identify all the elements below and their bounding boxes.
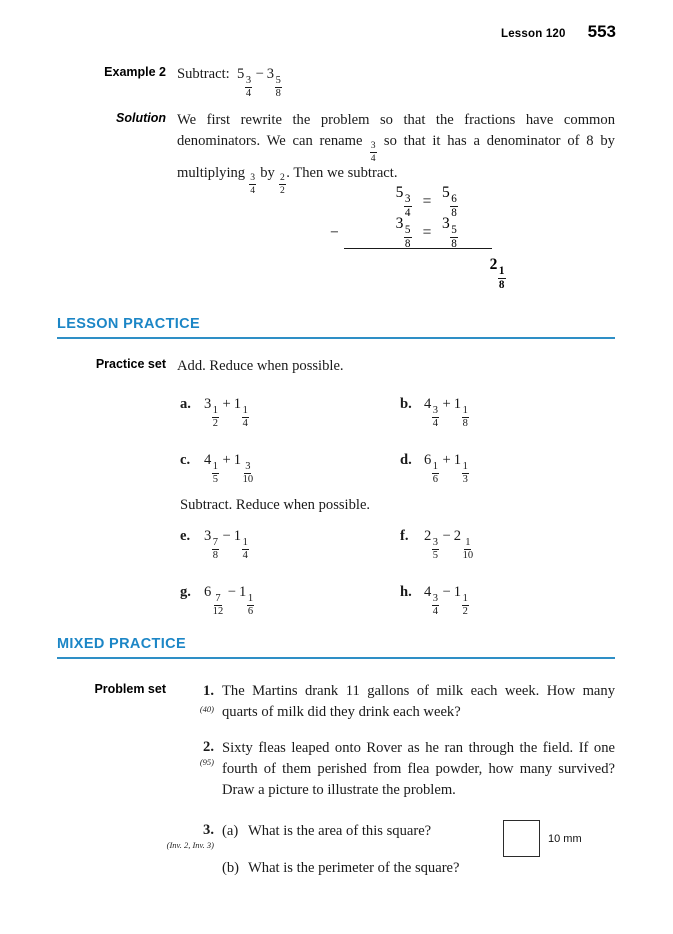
example-right-fraction: $\frac{5}{8}$ [275,74,281,100]
problem-3-part-a [222,821,487,842]
practice-item-g-tag: g. [180,584,191,600]
practice-item-a-right-fraction: $\frac{1}{4}$ [242,404,248,430]
practice-item-f-expression: 2 $\frac{3}{5}$ − 2 $\frac{1}{10}$ [424,528,474,562]
practice-item-b-right-fraction: $\frac{1}{8}$ [462,404,468,430]
practice-item-h-tag: h. [400,584,412,600]
lesson-practice-title: LESSON PRACTICE [57,316,201,332]
practice-item-c-tag: c. [180,452,191,468]
page-header [501,22,616,42]
practice-item-e-tag: e. [180,528,191,544]
practice-item-d-tag: d. [400,452,412,468]
example-left-whole: 5 [237,66,245,82]
practice-item-f-tag: f. [400,528,409,544]
practice-add-grid [180,396,620,508]
practice-item-d [400,452,620,486]
computation-line1-right-fraction: $\frac{6}{8}$ [451,192,457,220]
practice-item-b [400,396,620,430]
practice-item-a-expression: 3 $\frac{1}{2}$ + 1 $\frac{1}{4}$ [204,396,248,430]
practice-row-ab [180,396,620,452]
problem-3-part-b-text: What is the perimeter of the square? [248,860,460,876]
practice-item-b-tag: b. [400,396,412,412]
computation-line-2 [330,214,506,251]
problem-1-number: 1. [203,683,214,699]
worked-computation [330,183,506,292]
practice-item-c-left-fraction: $\frac{1}{5}$ [212,460,219,486]
square-figure [503,820,582,857]
practice-item-e [180,528,400,562]
solution-text-3: by [260,165,275,182]
problem-item-3 [166,821,487,879]
mixed-practice-rule [57,657,615,659]
lesson-practice-rule [57,337,615,339]
square-dimension-label: 10 mm [548,832,582,845]
computation-line2-right: 3 $\frac{5}{8}$ [442,214,457,251]
practice-item-d-left-fraction: $\frac{1}{6}$ [432,460,439,486]
practice-subtract-grid [180,528,620,640]
practice-item-d-right-fraction: $\frac{1}{3}$ [462,460,468,486]
practice-item-a-left-fraction: $\frac{1}{2}$ [212,404,219,430]
computation-line2-right-fraction: $\frac{5}{8}$ [451,223,457,251]
practice-item-h-left-fraction: $\frac{3}{4}$ [432,592,439,618]
practice-item-g [180,584,400,618]
practice-set-row [57,356,615,377]
computation-answer: 2 $\frac{1}{8}$ [489,256,505,292]
problem-3-part-b [222,858,487,879]
page-number: 553 [587,22,616,41]
practice-item-f-right-fraction: $\frac{1}{10}$ [462,536,474,562]
problem-3-number: 3. [203,822,214,838]
problem-2-number: 2. [203,739,214,755]
solution-row [57,110,615,196]
computation-answer-fraction: $\frac{1}{8}$ [498,265,505,292]
problem-1-reference: (40) [199,704,214,714]
example-row [57,64,615,100]
computation-line2-left-fraction: $\frac{5}{8}$ [404,223,411,251]
computation-line1-left: 5 $\frac{3}{4}$ [395,183,411,220]
problem-set-row [57,681,615,723]
example-operator: − [255,66,264,82]
solution-label: Solution [116,111,166,125]
practice-item-f [400,528,620,562]
problem-3-body [222,821,487,879]
practice-item-d-expression: 6 $\frac{1}{6}$ + 1 $\frac{1}{3}$ [424,452,468,486]
solution-fraction-b: $\frac{3}{4}$ [250,172,256,197]
example-label: Example 2 [104,65,166,79]
problem-3-number-block [166,821,222,850]
running-head-lesson: Lesson 120 [500,28,566,40]
problem-item-2 [177,738,615,801]
practice-item-a [180,396,400,430]
solution-text-4: . Then we subtract. [286,165,398,182]
lesson-practice-heading [57,316,615,339]
computation-line2-left: 3 $\frac{5}{8}$ [395,214,411,251]
practice-item-c [180,452,400,486]
practice-item-h-right-fraction: $\frac{1}{2}$ [462,592,468,618]
practice-item-b-expression: 4 $\frac{3}{4}$ + 1 $\frac{1}{8}$ [424,396,468,430]
computation-line1-left-fraction: $\frac{3}{4}$ [404,192,411,220]
practice-item-h [400,584,620,618]
practice-item-e-left-fraction: $\frac{7}{8}$ [212,536,219,562]
practice-item-e-expression: 3 $\frac{7}{8}$ − 1 $\frac{1}{4}$ [204,528,248,562]
practice-item-g-expression: 6 $\frac{7}{12}$ − 1 $\frac{1}{6}$ [204,584,254,618]
practice-row-gh [180,584,620,640]
example-left-fraction: $\frac{3}{4}$ [245,74,252,100]
problem-1-number-block [177,681,222,715]
practice-set-instruction-subtract: Subtract. Reduce when possible. [180,497,371,513]
problem-3-part-a-text: What is the area of this square? [248,823,432,839]
problem-1-text: The Martins drank 11 gallons of milk each week. How many quarts of milk did they drink each week? [222,683,615,720]
example-expression [233,66,282,100]
practice-item-c-right-fraction: $\frac{3}{10}$ [242,460,254,486]
solution-fraction-a: $\frac{3}{4}$ [370,140,376,164]
example-right-whole: 3 [266,66,275,82]
solution-fraction-c: $\frac{2}{2}$ [279,172,285,197]
problem-3-part-b-tag: (b) [222,860,240,876]
practice-item-c-expression: 4 $\frac{1}{5}$ + 1 $\frac{3}{10}$ [204,452,254,486]
example-prompt: Subtract: [177,66,230,82]
practice-item-f-left-fraction: $\frac{3}{5}$ [432,536,439,562]
problem-set-label: Problem set [94,682,166,696]
problem-2-reference: (95) [199,757,214,767]
example-body [177,64,615,100]
problem-set-first-item [177,681,615,723]
solution-text-1: We first rewrite the problem so that the fractions have common denominators. We can rename [177,112,615,149]
problem-3-reference: (Inv. 2, Inv. 3) [166,840,214,850]
computation-line-1 [330,183,506,220]
problem-item-1 [177,681,615,723]
practice-item-b-left-fraction: $\frac{3}{4}$ [432,404,439,430]
practice-set-label: Practice set [95,357,166,371]
problem-3-part-a-tag: (a) [222,823,239,839]
practice-row-ef [180,528,620,584]
square-shape [503,820,540,857]
problem-2-text: Sixty fleas leaped onto Rover as he ran through the field. If one fourth of them perished from flea powder, how many survived? Draw a picture to illustrate the problem. [222,740,615,798]
computation-line1-right: 5 $\frac{6}{8}$ [442,183,457,220]
mixed-practice-heading [57,636,615,659]
mixed-practice-title: MIXED PRACTICE [57,636,186,652]
practice-item-h-expression: 4 $\frac{3}{4}$ − 1 $\frac{1}{2}$ [424,584,468,618]
computation-line2-equals: = [422,223,432,241]
practice-item-g-left-fraction: $\frac{7}{12}$ [212,592,224,618]
solution-text-2: so that it has a denominator of 8 by multiplying [177,133,615,182]
computation-minus-sign: − [330,223,339,241]
practice-set-instruction-add: Add. Reduce when possible. [177,358,344,374]
problem-2-number-block [177,738,222,767]
practice-item-a-tag: a. [180,396,191,412]
practice-item-g-right-fraction: $\frac{1}{6}$ [247,592,254,618]
computation-line1-equals: = [422,192,432,210]
practice-item-e-right-fraction: $\frac{1}{4}$ [242,536,248,562]
